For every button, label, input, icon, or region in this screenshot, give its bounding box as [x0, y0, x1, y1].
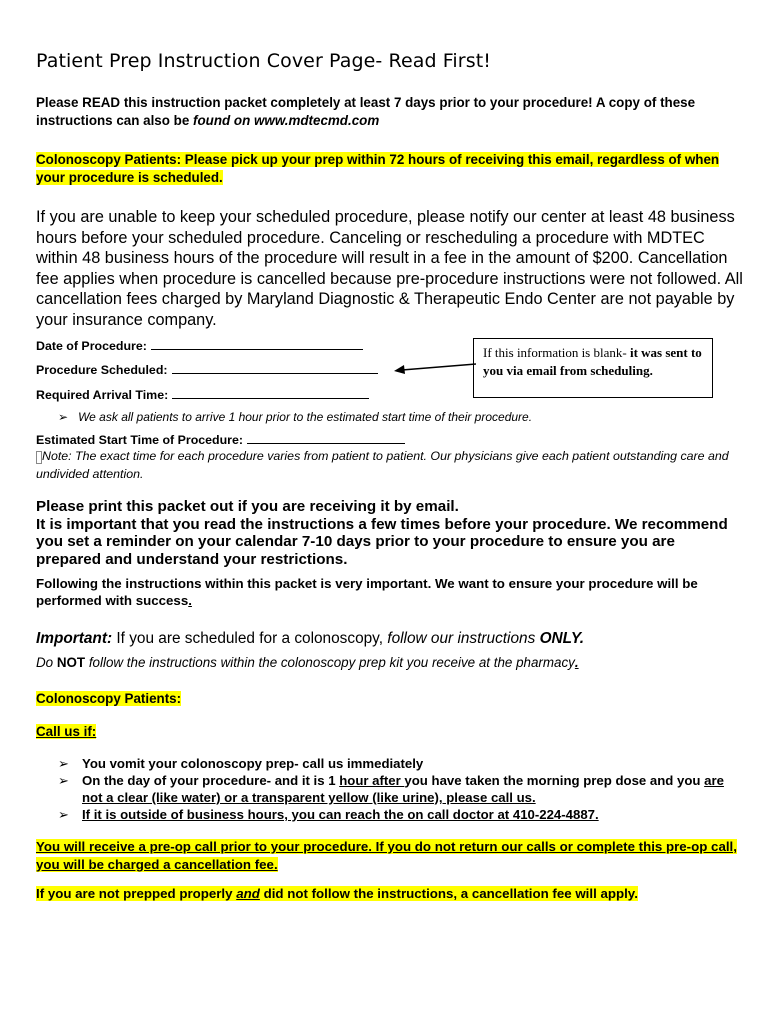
colonoscopy-pickup-notice [36, 151, 741, 187]
important-text-2: follow our instructions [387, 630, 540, 647]
preop-call-text: You will receive a pre-op call prior to your procedure. If you do not return our calls or complete this pre-op call, you will be charged a cancellation fee. [36, 839, 737, 872]
date-of-procedure-field [36, 338, 363, 353]
call-us-list [58, 755, 748, 823]
callout-arrow-icon [392, 358, 476, 378]
colonoscopy-patients-heading-text: Colonoscopy Patients: [36, 691, 182, 706]
intro-text: Please READ this instruction packet completely at least 7 days prior to your procedure! A copy of these instructions can also be [36, 95, 696, 128]
cancellation-policy: If you are unable to keep your scheduled procedure, please notify our center at least 48 business hours before your scheduled procedure. Canceling or rescheduling a procedure with MDTEC within 48 business hours of the procedure will result in a fee in the amount of $200. Cancellation fee applies when procedure is cancelled because pre-procedure instructions were not followed. All cancellation fees charged by Maryland Diagnostic & Therapeutic Endo Center are not payable by your insurance company. [36, 208, 743, 329]
preop-call-notice [36, 838, 741, 874]
arrive-bullet [58, 410, 532, 424]
colonoscopy-patients-heading [36, 691, 181, 706]
call-us-heading-text: Call us if: [36, 724, 97, 739]
do-not-not: NOT [56, 655, 86, 670]
do-not-period: . [574, 655, 579, 670]
important-only: ONLY. [539, 630, 585, 647]
start-time-label: Estimated Start Time of Procedure: [36, 433, 244, 447]
procedure-scheduled-label: Procedure Scheduled: [36, 363, 168, 377]
important-text-1: If you are scheduled for a colonoscopy, [112, 630, 388, 647]
call-us-item-2d: are not a clear (like water) or a transparent yellow (like urine), please call us. [82, 773, 724, 805]
arrow-bullet-icon: ➢ [58, 410, 69, 424]
call-us-item-2b: hour after [339, 773, 405, 788]
call-us-item-2a: On the day of your procedure- and it is 1 [82, 773, 340, 788]
prepped-text-2: did not follow the instructions, a cancellation fee will apply. [259, 886, 638, 901]
prepped-and: and [236, 886, 260, 901]
start-time-blank [247, 432, 405, 444]
important-notice [36, 630, 584, 648]
time-note-text: Note: The exact time for each procedure varies from patient to patient. Our physicians give each patient outstanding care and undivided attention. [36, 449, 729, 481]
do-not-notice [36, 655, 579, 670]
follow-text: Following the instructions within this packet is very important. We want to ensure your procedure will be performed with success [36, 576, 698, 608]
date-of-procedure-blank [151, 338, 363, 350]
time-note [36, 448, 741, 483]
list-item [58, 806, 748, 823]
arrival-time-label: Required Arrival Time: [36, 388, 169, 402]
important-label: Important: [36, 630, 113, 647]
arrow-bullet-icon: ➢ [58, 773, 70, 788]
arrive-bullet-text: We ask all patients to arrive 1 hour prior to the estimated start time of their procedure. [78, 410, 533, 424]
print-line-1: Please print this packet out if you are receiving it by email. [36, 498, 459, 515]
arrival-time-field [36, 387, 369, 402]
colonoscopy-pickup-text: Colonoscopy Patients: Please pick up your prep within 72 hours of receiving this email, regardless of when your procedure is scheduled. [36, 152, 720, 185]
follow-instructions [36, 575, 741, 609]
call-us-heading [36, 724, 96, 739]
call-us-item-2c: you have taken the morning prep dose and you [404, 773, 705, 788]
blank-info-callout [473, 338, 713, 398]
date-of-procedure-label: Date of Procedure: [36, 339, 147, 353]
procedure-scheduled-field [36, 362, 378, 377]
prepped-notice [36, 886, 638, 901]
intro-website: found on www.mdtecmd.com [193, 113, 380, 128]
follow-period: . [188, 593, 192, 608]
arrival-time-blank [172, 387, 369, 399]
intro-paragraph [36, 94, 741, 130]
callout-bold-text: it was sent to you via email from scheduling. [483, 345, 702, 378]
start-time-field [36, 432, 405, 447]
arrow-bullet-icon: ➢ [58, 756, 70, 771]
arrow-bullet-icon: ➢ [58, 807, 70, 822]
print-line-2: It is important that you read the instructions a few times before your procedure. We recommend you set a reminder on your calendar 7-10 days prior to your procedure to ensure you are prepared and understand your restrictions. [36, 515, 728, 568]
print-instructions [36, 498, 741, 568]
page-title: Patient Prep Instruction Cover Page- Read First! [36, 50, 491, 72]
call-us-item-3: If it is outside of business hours, you can reach the on call doctor at 410-224-4887. [82, 807, 599, 822]
do-not-rest: follow the instructions within the colonoscopy prep kit you receive at the pharmacy [85, 655, 575, 670]
do-not-do: Do [36, 655, 57, 670]
procedure-scheduled-blank [172, 362, 378, 374]
list-item [58, 755, 748, 772]
prepped-text-1: If you are not prepped properly [36, 886, 237, 901]
call-us-item-1: You vomit your colonoscopy prep- call us immediately [82, 756, 424, 771]
list-item [58, 772, 748, 806]
callout-text: If this information is blank- [483, 345, 630, 360]
